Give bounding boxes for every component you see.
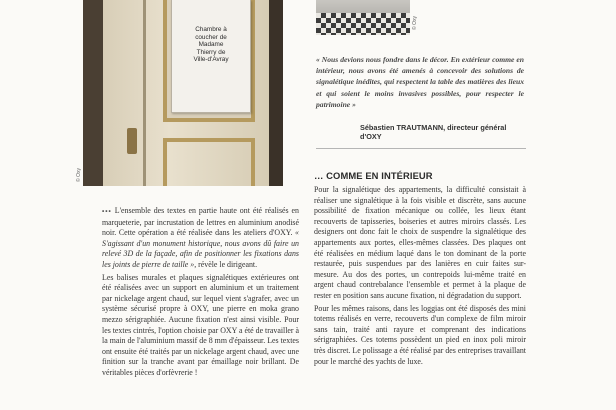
photo-credit-right: © Oxy [412,16,418,30]
photo-credit-left: © Oxy [76,168,82,182]
left-paragraph-2: Les balises murales et plaques signalétiques extérieures ont été réalisées avec un support en aluminium et un traitement par nickelage argent chaud, sur lequel vient s'agrafer, avec un système sécurisé propre à OXY, une pierre en moka grano mezzo sérigraphiée. Aucune fixation n'est ainsi visible. Pour les textes cintrés, l'option choisie par OXY a été de travailler à la main de l'aluminium massif de 8 mm d'épaisseur. Les textes ont ensuite été traités par un nickelage argent chaud, avec une finition sur la tranche avant par émaillage noir brillant. De véritables pièces d'orfèvrerie ! [102,272,300,377]
room-plaque [171,0,251,113]
left-p1-end: , révèle le dirigeant. [194,259,258,269]
door-edge [143,0,146,186]
tiled-floor-photo [316,0,410,35]
door-handle [127,128,137,154]
right-paragraph-1: Pour la signalétique des appartements, la difficulté consistait à réaliser une signalétique à la fois visible et discrète, sans aucune possibilité de fixation mécanique ou collée, les lieux étant recouverts de tapisseries, boiseries et autres miroirs classés. Les designers ont donc fait le choix de suspendre la signalétique des appartements aux portes, elles-mêmes classées. Des plaques ont été réalisées en médium laqué dans le ton dominant de la porte restaurée, puis suspendues par des lanières en cuir faites sur-mesure. Au dos des portes, un contrepoids lui-même traité en argent chaud contrebalance l'ensemble et permet à la plaque de rester en position sans aucune fixation, ni dégradation du support. [314,185,526,300]
wall-right [269,0,283,186]
section-heading: … COMME EN INTÉRIEUR [314,170,433,181]
right-column [314,185,526,367]
left-paragraph-1 [102,206,299,271]
divider-rule [316,148,526,149]
checkered-tiles [316,13,410,35]
left-p1-quote: « S'agissant d'un monument historique, nous avons dû faire un relevé 3D de la façade, afin de positionner les fixations dans les joints de pierre de taille » [102,228,299,269]
bullet-marker: ••• [102,208,112,215]
left-column [102,206,299,379]
pull-quote: « Nous devions nous fondre dans le décor. En extérieur comme en intérieur, nous avons été amenés à concevoir des solutions de signalétique inédites, qui respectent la table des matières des lieux et qui soient le moins invasives possibles, pour respecter le patrimoine » [316,55,524,109]
quote-author: Sébastien TRAUTMANN, directeur général d'OXY [360,123,507,141]
left-p1-text: L'ensemble des textes en partie haute ont été réalisés en marqueterie, par incrustation de lettres en aluminium anodisé noir. Cette opération a été réalisée dans les ateliers d'OXY. [102,206,299,238]
door-photo [83,0,283,186]
right-paragraph-2: Pour les mêmes raisons, dans les loggias ont été disposés des mini totems réalisés en verre, recouverts d'un complexe de film miroir sans tain, traité anti rayure et comprenant des indications sérigraphiées. Ces totems possèdent un pied en inox poli miroir très discret. Le polissage a été réalisé par des entreprises travaillant pour le marché des yachts de luxe. [314,303,526,366]
wall-shadow [83,0,103,186]
door-lower-panel [163,138,255,186]
plaque-text: Chambre à coucher de Madame Thierry de Ville-d'Avray [193,26,229,63]
door-panel [103,0,269,186]
